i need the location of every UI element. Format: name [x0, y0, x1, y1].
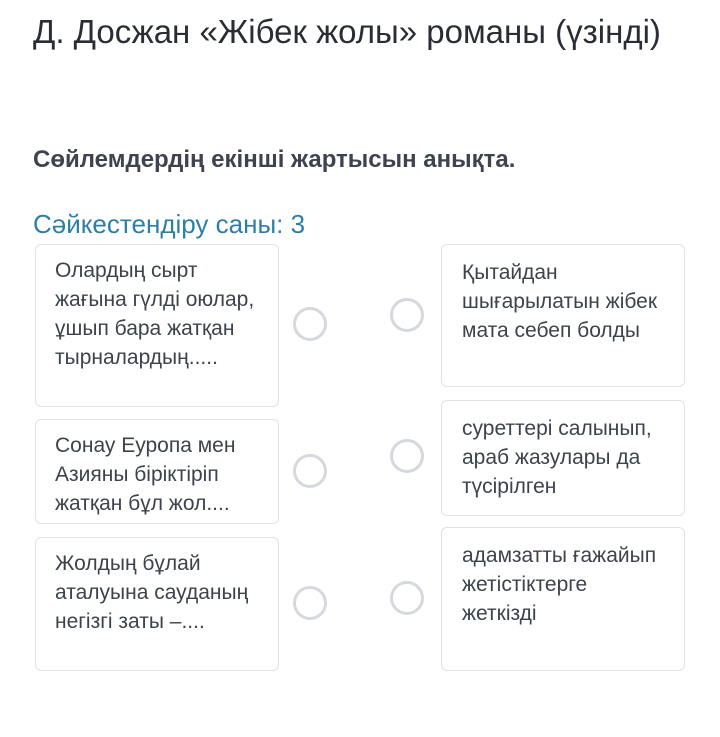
right-match-radio-2[interactable]: [390, 439, 424, 473]
page-title: Д. Досжан «Жібек жолы» романы (үзінді): [33, 13, 661, 50]
right-item-card-3[interactable]: адамзатты ғажайып жетістіктерге жеткізді: [441, 527, 685, 671]
left-item-card-1[interactable]: Олардың сырт жағына гүлді оюлар, ұшып бара жатқан тырналардың.....: [35, 244, 279, 407]
left-item-card-3[interactable]: Жолдың бұлай аталуына сауданың негізгі заты –....: [35, 537, 279, 671]
question-instruction: Сөйлемдердің екінші жартысын анықта.: [33, 146, 516, 173]
right-item-card-1[interactable]: Қытайдан шығарылатын жібек мата себеп болды: [441, 244, 685, 387]
right-match-radio-1[interactable]: [390, 298, 424, 332]
left-item-card-2[interactable]: Сонау Еуропа мен Азияны біріктіріп жатқан бұл жол....: [35, 419, 279, 524]
left-match-radio-1[interactable]: [293, 307, 327, 341]
right-item-card-2[interactable]: суреттері салынып, араб жазулары да түсірілген: [441, 400, 685, 516]
left-match-radio-3[interactable]: [293, 586, 327, 620]
right-match-radio-3[interactable]: [390, 581, 424, 615]
left-match-radio-2[interactable]: [293, 454, 327, 488]
match-count-label: Сәйкестендіру саны: 3: [33, 209, 306, 239]
